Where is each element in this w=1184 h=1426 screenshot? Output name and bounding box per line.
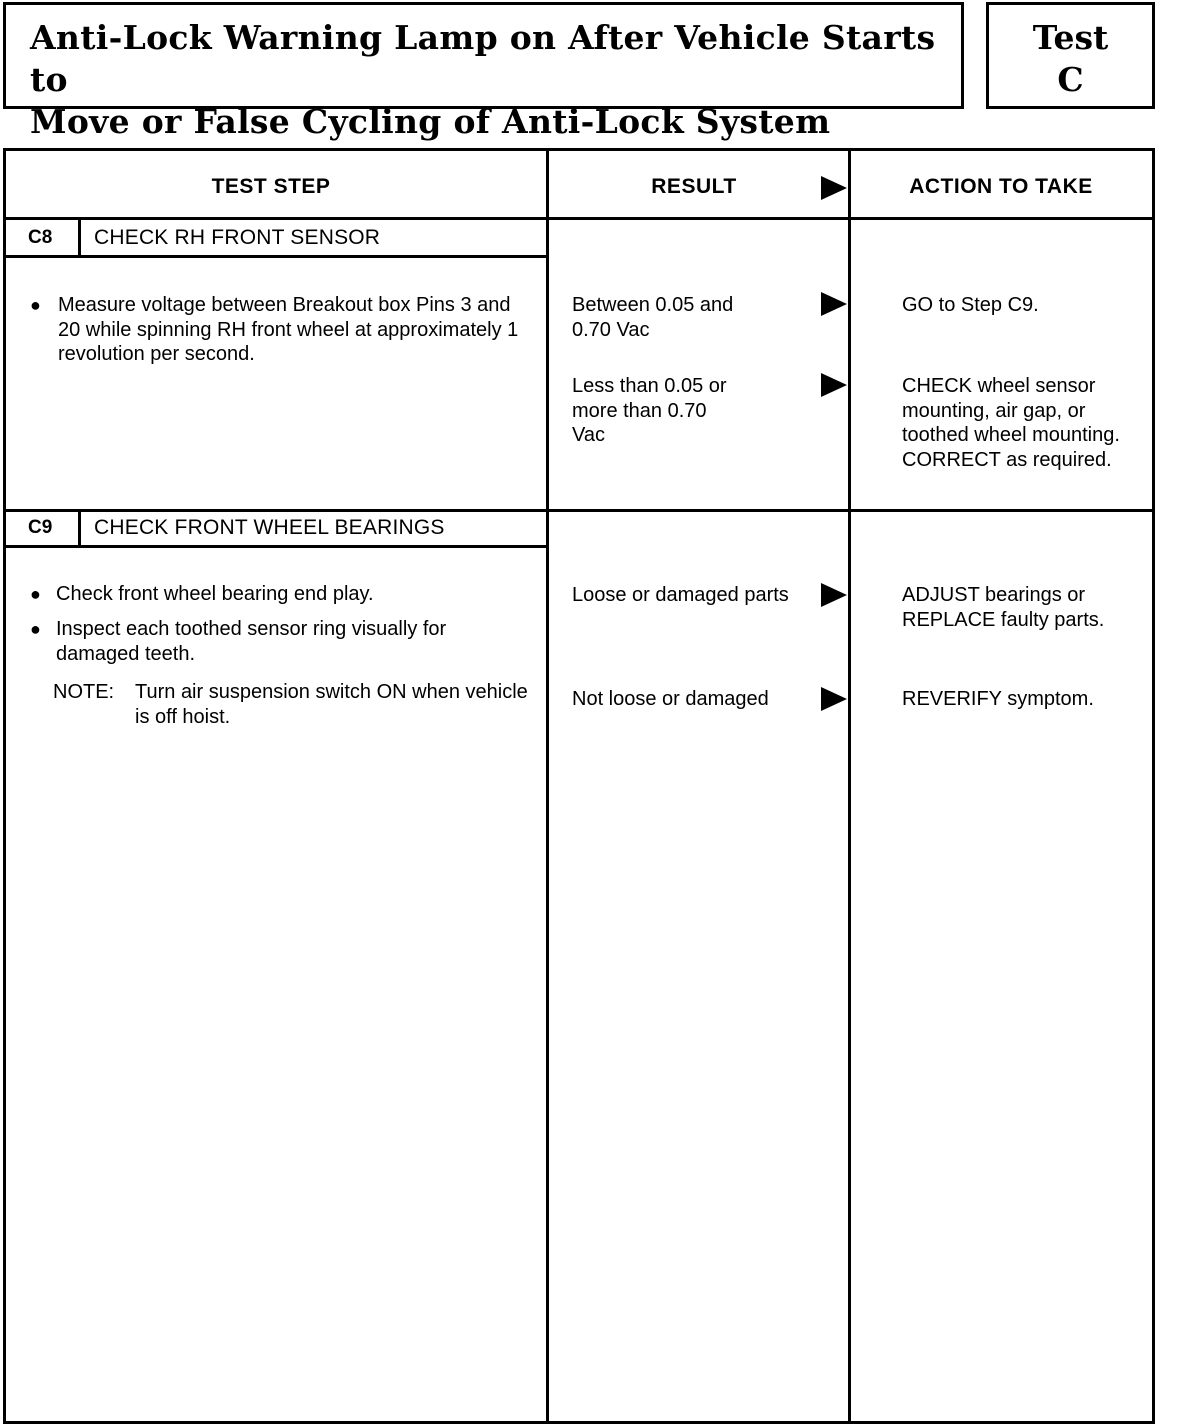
step-number-divider bbox=[78, 512, 81, 545]
arrow-icon bbox=[821, 176, 847, 200]
step-number: C8 bbox=[28, 227, 53, 248]
title-line-1: Anti-Lock Warning Lamp on After Vehicle Starts to bbox=[30, 18, 936, 99]
action-text: GO to Step C9. bbox=[902, 294, 1039, 316]
bullet-icon: ● bbox=[30, 619, 41, 639]
column-divider bbox=[546, 151, 549, 1421]
test-letter: C bbox=[1057, 60, 1084, 99]
step-header-divider bbox=[6, 545, 546, 548]
step-title: CHECK FRONT WHEEL BEARINGS bbox=[94, 516, 445, 539]
instruction-text: Measure voltage between Breakout box Pins 3 and 20 while spinning RH front wheel at approximately 1 revolution per second. bbox=[58, 294, 519, 365]
note-text: Turn air suspension switch ON when vehicle is off hoist. bbox=[135, 681, 528, 728]
page-title bbox=[30, 17, 960, 143]
note-label: NOTE: bbox=[53, 681, 115, 703]
title-box bbox=[3, 2, 964, 141]
action-text: ADJUST bearings or REPLACE faulty parts. bbox=[902, 584, 1105, 631]
result-text: Between 0.05 and 0.70 Vac bbox=[572, 294, 734, 341]
result-text: Loose or damaged parts bbox=[572, 584, 789, 606]
diagnostic-table bbox=[3, 148, 1155, 1424]
test-label: Test bbox=[1032, 18, 1109, 57]
instruction-text: Check front wheel bearing end play. bbox=[56, 583, 374, 605]
step-number-divider bbox=[78, 218, 81, 255]
step-header-divider bbox=[6, 255, 546, 258]
header-test-step: TEST STEP bbox=[211, 175, 331, 198]
step-title: CHECK RH FRONT SENSOR bbox=[94, 226, 381, 249]
arrow-icon bbox=[821, 292, 847, 316]
section-divider bbox=[6, 509, 1152, 512]
test-label-box bbox=[986, 2, 1155, 109]
column-divider bbox=[848, 151, 851, 1421]
action-text: REVERIFY symptom. bbox=[902, 688, 1094, 710]
arrow-icon bbox=[821, 687, 847, 711]
action-text: CHECK wheel sensor mounting, air gap, or toothed wheel mounting. CORRECT as required. bbox=[902, 375, 1120, 471]
arrow-icon bbox=[821, 373, 847, 397]
arrow-icon bbox=[821, 583, 847, 607]
result-text: Not loose or damaged bbox=[572, 688, 769, 710]
instruction-text: Inspect each toothed sensor ring visually for damaged teeth. bbox=[56, 618, 447, 665]
header-action: ACTION TO TAKE bbox=[909, 175, 1093, 198]
step-number: C9 bbox=[28, 517, 53, 538]
bullet-icon: ● bbox=[30, 584, 41, 604]
bullet-icon: ● bbox=[30, 295, 41, 315]
header-result: RESULT bbox=[651, 175, 737, 198]
header-divider bbox=[6, 217, 1152, 220]
result-text: Less than 0.05 or more than 0.70 Vac bbox=[572, 375, 727, 446]
title-line-2: Move or False Cycling of Anti-Lock System bbox=[30, 102, 831, 141]
